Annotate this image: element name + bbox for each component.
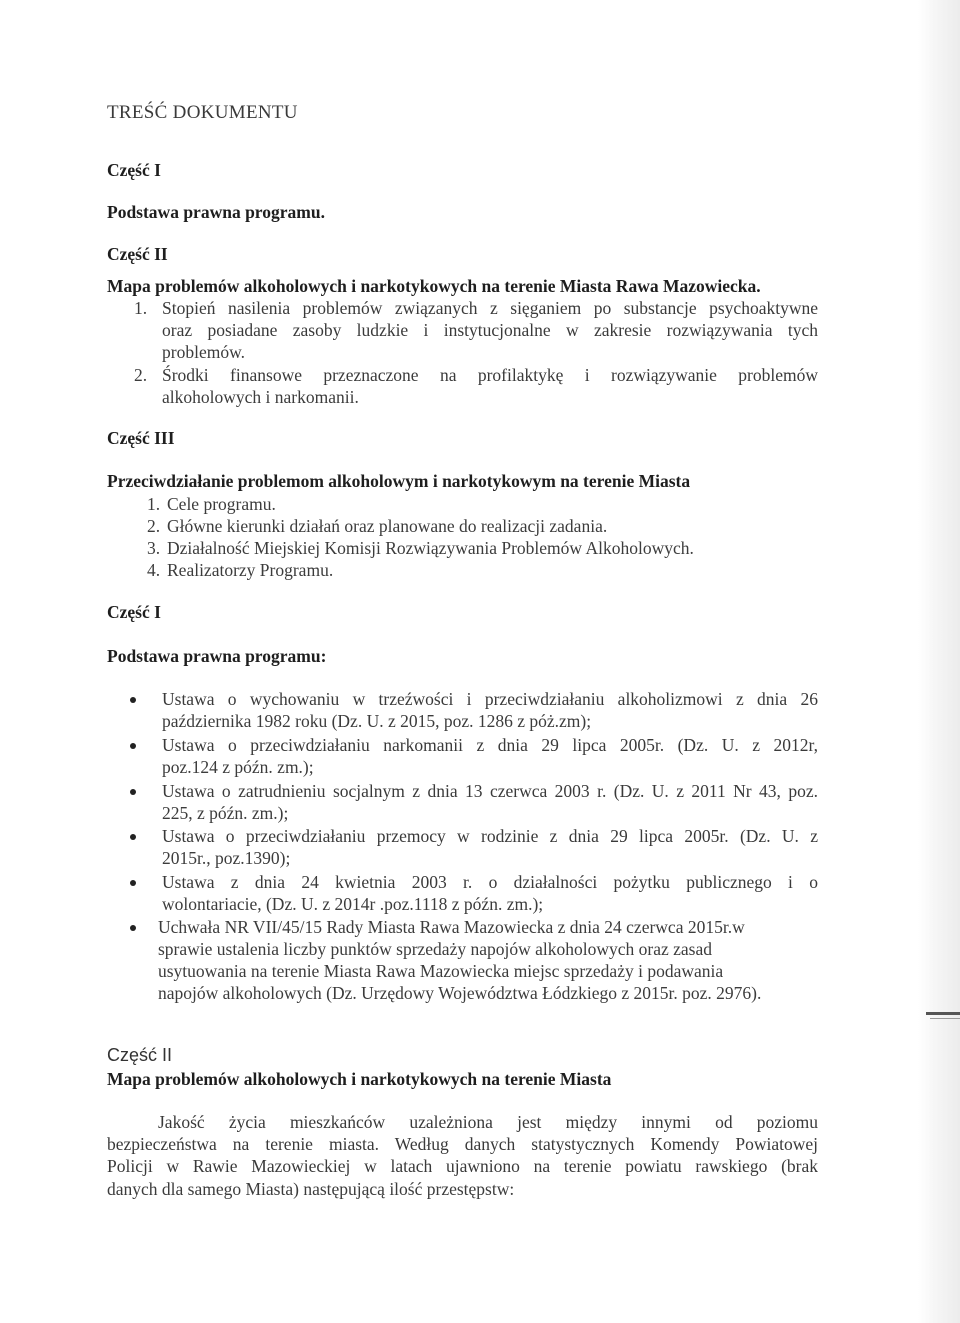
law-line: 2015r., poz.1390);: [162, 848, 291, 868]
law-line: Uchwała NR VII/45/15 Rady Miasta Rawa Mazowiecka z dnia 24 czerwca 2015r.w: [158, 917, 745, 937]
toc-part2-heading: Część II: [107, 244, 168, 264]
toc-part2-item-line: Środki finansowe przeznaczone na profilaktykę i rozwiązywanie problemów: [162, 365, 818, 385]
paragraph-line: bezpieczeństwa na terenie miasta. Według danych statystycznych Komendy Powiatowej: [107, 1134, 818, 1154]
section2-title: Mapa problemów alkoholowych i narkotykowych na terenie Miasta: [107, 1069, 612, 1089]
bullet-icon: [130, 743, 136, 749]
toc-part3-item-number: 2.: [147, 516, 161, 536]
toc-part3-item-number: 1.: [147, 494, 161, 514]
bullet-icon: [130, 697, 136, 703]
scan-edge-mark: [930, 1018, 960, 1019]
paragraph-line: Policji w Rawie Mazowieckiej w latach ujawniono na terenie powiatu rawskiego (brak: [107, 1156, 818, 1176]
toc-part3-item-text: Realizatorzy Programu.: [167, 560, 334, 580]
toc-part1-heading: Część I: [107, 160, 161, 180]
law-line: Ustawa z dnia 24 kwietnia 2003 r. o działalności pożytku publicznego i o: [162, 872, 818, 892]
law-line: wolontariacie, (Dz. U. z 2014r .poz.1118 z późn. zm.);: [162, 894, 544, 914]
toc-part3-title: Przeciwdziałanie problemom alkoholowym i narkotykowym na terenie Miasta: [107, 471, 691, 491]
paragraph-line: Jakość życia mieszkańców uzależniona jest między innymi od poziomu: [158, 1112, 818, 1132]
bullet-icon: [130, 789, 136, 795]
law-line: Ustawa o zatrudnieniu socjalnym z dnia 13 czerwca 2003 r. (Dz. U. z 2011 Nr 43, poz.: [162, 781, 818, 801]
law-line: sprawie ustalenia liczby punktów sprzedaży napojów alkoholowych oraz zasad: [158, 939, 712, 959]
document-title: TREŚĆ DOKUMENTU: [107, 102, 298, 123]
bullet-icon: [130, 834, 136, 840]
toc-part1-title: Podstawa prawna programu.: [107, 202, 325, 222]
law-line: 225, z późn. zm.);: [162, 803, 289, 823]
toc-part3-item-text: Działalność Miejskiej Komisji Rozwiązywania Problemów Alkoholowych.: [167, 538, 694, 558]
law-line: października 1982 roku (Dz. U. z 2015, poz. 1286 z póż.zm);: [162, 711, 592, 731]
law-line: usytuowania na terenie Miasta Rawa Mazowiecka miejsc sprzedaży i podawania: [158, 961, 724, 981]
toc-part2-item-line: alkoholowych i narkomanii.: [162, 387, 359, 407]
scan-edge-mark: [926, 1012, 960, 1015]
toc-part2-item-line: oraz posiadane zasoby ludzkie i instytucjonalne w zakresie rozwiązywania tych: [162, 320, 818, 340]
toc-part3-item-text: Cele programu.: [167, 494, 276, 514]
law-line: Ustawa o przeciwdziałaniu przemocy w rodzinie z dnia 29 lipca 2005r. (Dz. U. z: [162, 826, 818, 846]
toc-part2-item-line: Stopień nasilenia problemów związanych z sięganiem po substancje psychoaktywne: [162, 298, 818, 318]
section1-title: Podstawa prawna programu:: [107, 646, 327, 666]
bullet-icon: [130, 925, 136, 931]
toc-part2-item-number: 2.: [134, 365, 148, 385]
scan-edge-shadow: [918, 0, 960, 1323]
toc-part3-item-number: 4.: [147, 560, 161, 580]
paragraph-line: danych dla samego Miasta) następującą ilość przestępstw:: [107, 1179, 515, 1199]
toc-part2-item-number: 1.: [134, 298, 148, 318]
toc-part3-heading: Część III: [107, 428, 175, 448]
law-line: Ustawa o przeciwdziałaniu narkomanii z dnia 29 lipca 2005r. (Dz. U. z 2012r,: [162, 735, 818, 755]
section1-heading: Część I: [107, 602, 161, 622]
toc-part2-item-line: problemów.: [162, 342, 245, 362]
law-line: Ustawa o wychowaniu w trzeźwości i przeciwdziałaniu alkoholizmowi z dnia 26: [162, 689, 818, 709]
toc-part3-item-text: Główne kierunki działań oraz planowane do realizacji zadania.: [167, 516, 608, 536]
bullet-icon: [130, 880, 136, 886]
law-line: poz.124 z późn. zm.);: [162, 757, 314, 777]
law-line: napojów alkoholowych (Dz. Urzędowy Województwa Łódzkiego z 2015r. poz. 2976).: [158, 983, 762, 1003]
section2-heading: Część II: [107, 1045, 173, 1065]
toc-part3-item-number: 3.: [147, 538, 161, 558]
toc-part2-title: Mapa problemów alkoholowych i narkotykowych na terenie Miasta Rawa Mazowiecka.: [107, 276, 761, 296]
